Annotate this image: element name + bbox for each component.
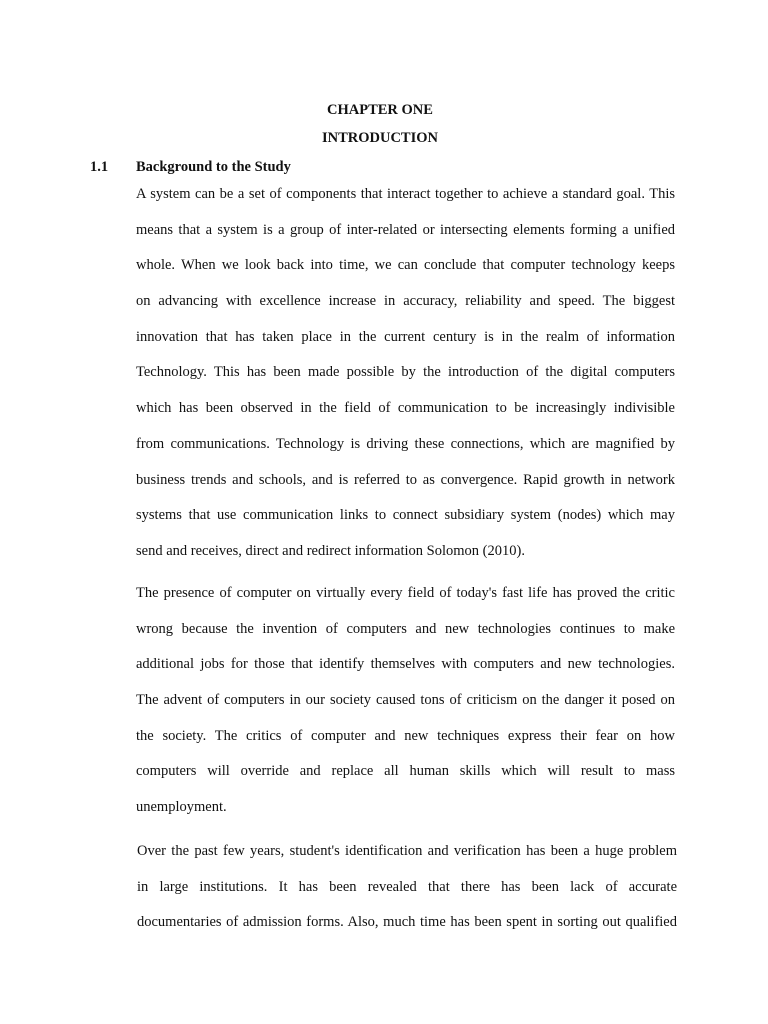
paragraph-line: whole. When we look back into time, we can conclude that computer technology keeps	[136, 257, 675, 274]
paragraph-line: computers will override and replace all human skills which will result to mass	[136, 763, 675, 780]
paragraph-line: systems that use communication links to connect subsidiary system (nodes) which may	[136, 507, 675, 524]
paragraph-line: which has been observed in the field of communication to be increasingly indivisible	[136, 400, 675, 417]
paragraph-line: Over the past few years, student's identification and verification has been a huge problem	[137, 843, 677, 859]
paragraph-line: A system can be a set of components that interact together to achieve a standard goal. This	[136, 186, 675, 202]
paragraph-line: in large institutions. It has been revealed that there has been lack of accurate	[137, 878, 677, 895]
paragraph-line: on advancing with excellence increase in accuracy, reliability and speed. The biggest	[136, 293, 675, 310]
paragraph-3	[137, 842, 677, 949]
paragraph-2	[136, 584, 675, 834]
paragraph-line: documentaries of admission forms. Also, much time has been spent in sorting out qualified	[137, 914, 677, 931]
paragraph-line: send and receives, direct and redirect information Solomon (2010).	[136, 542, 525, 559]
paragraph-line: from communications. Technology is driving these connections, which are magnified by	[136, 435, 675, 452]
paragraph-line: unemployment.	[136, 799, 227, 816]
paragraph-line: Technology. This has been made possible by the introduction of the digital computers	[136, 364, 675, 381]
section-number: 1.1	[90, 159, 109, 175]
paragraph-line: additional jobs for those that identify themselves with computers and new technologies.	[136, 656, 675, 673]
section-title: Background to the Study	[136, 159, 291, 175]
chapter-heading: CHAPTER ONE	[327, 102, 433, 118]
paragraph-line: innovation that has taken place in the current century is in the realm of information	[136, 328, 675, 345]
paragraph-line: business trends and schools, and is referred to as convergence. Rapid growth in network	[136, 471, 675, 488]
introduction-heading: INTRODUCTION	[321, 130, 438, 146]
paragraph-1	[136, 185, 675, 578]
paragraph-line: The advent of computers in our society caused tons of criticism on the danger it posed on	[136, 692, 675, 709]
paragraph-line: means that a system is a group of inter-related or intersecting elements forming a unified	[136, 221, 675, 238]
paragraph-line: wrong because the invention of computers and new technologies continues to make	[136, 620, 675, 637]
paragraph-line: the society. The critics of computer and new techniques express their fear on how	[136, 727, 675, 744]
paragraph-line: The presence of computer on virtually every field of today's fast life has proved the critic	[136, 585, 675, 601]
